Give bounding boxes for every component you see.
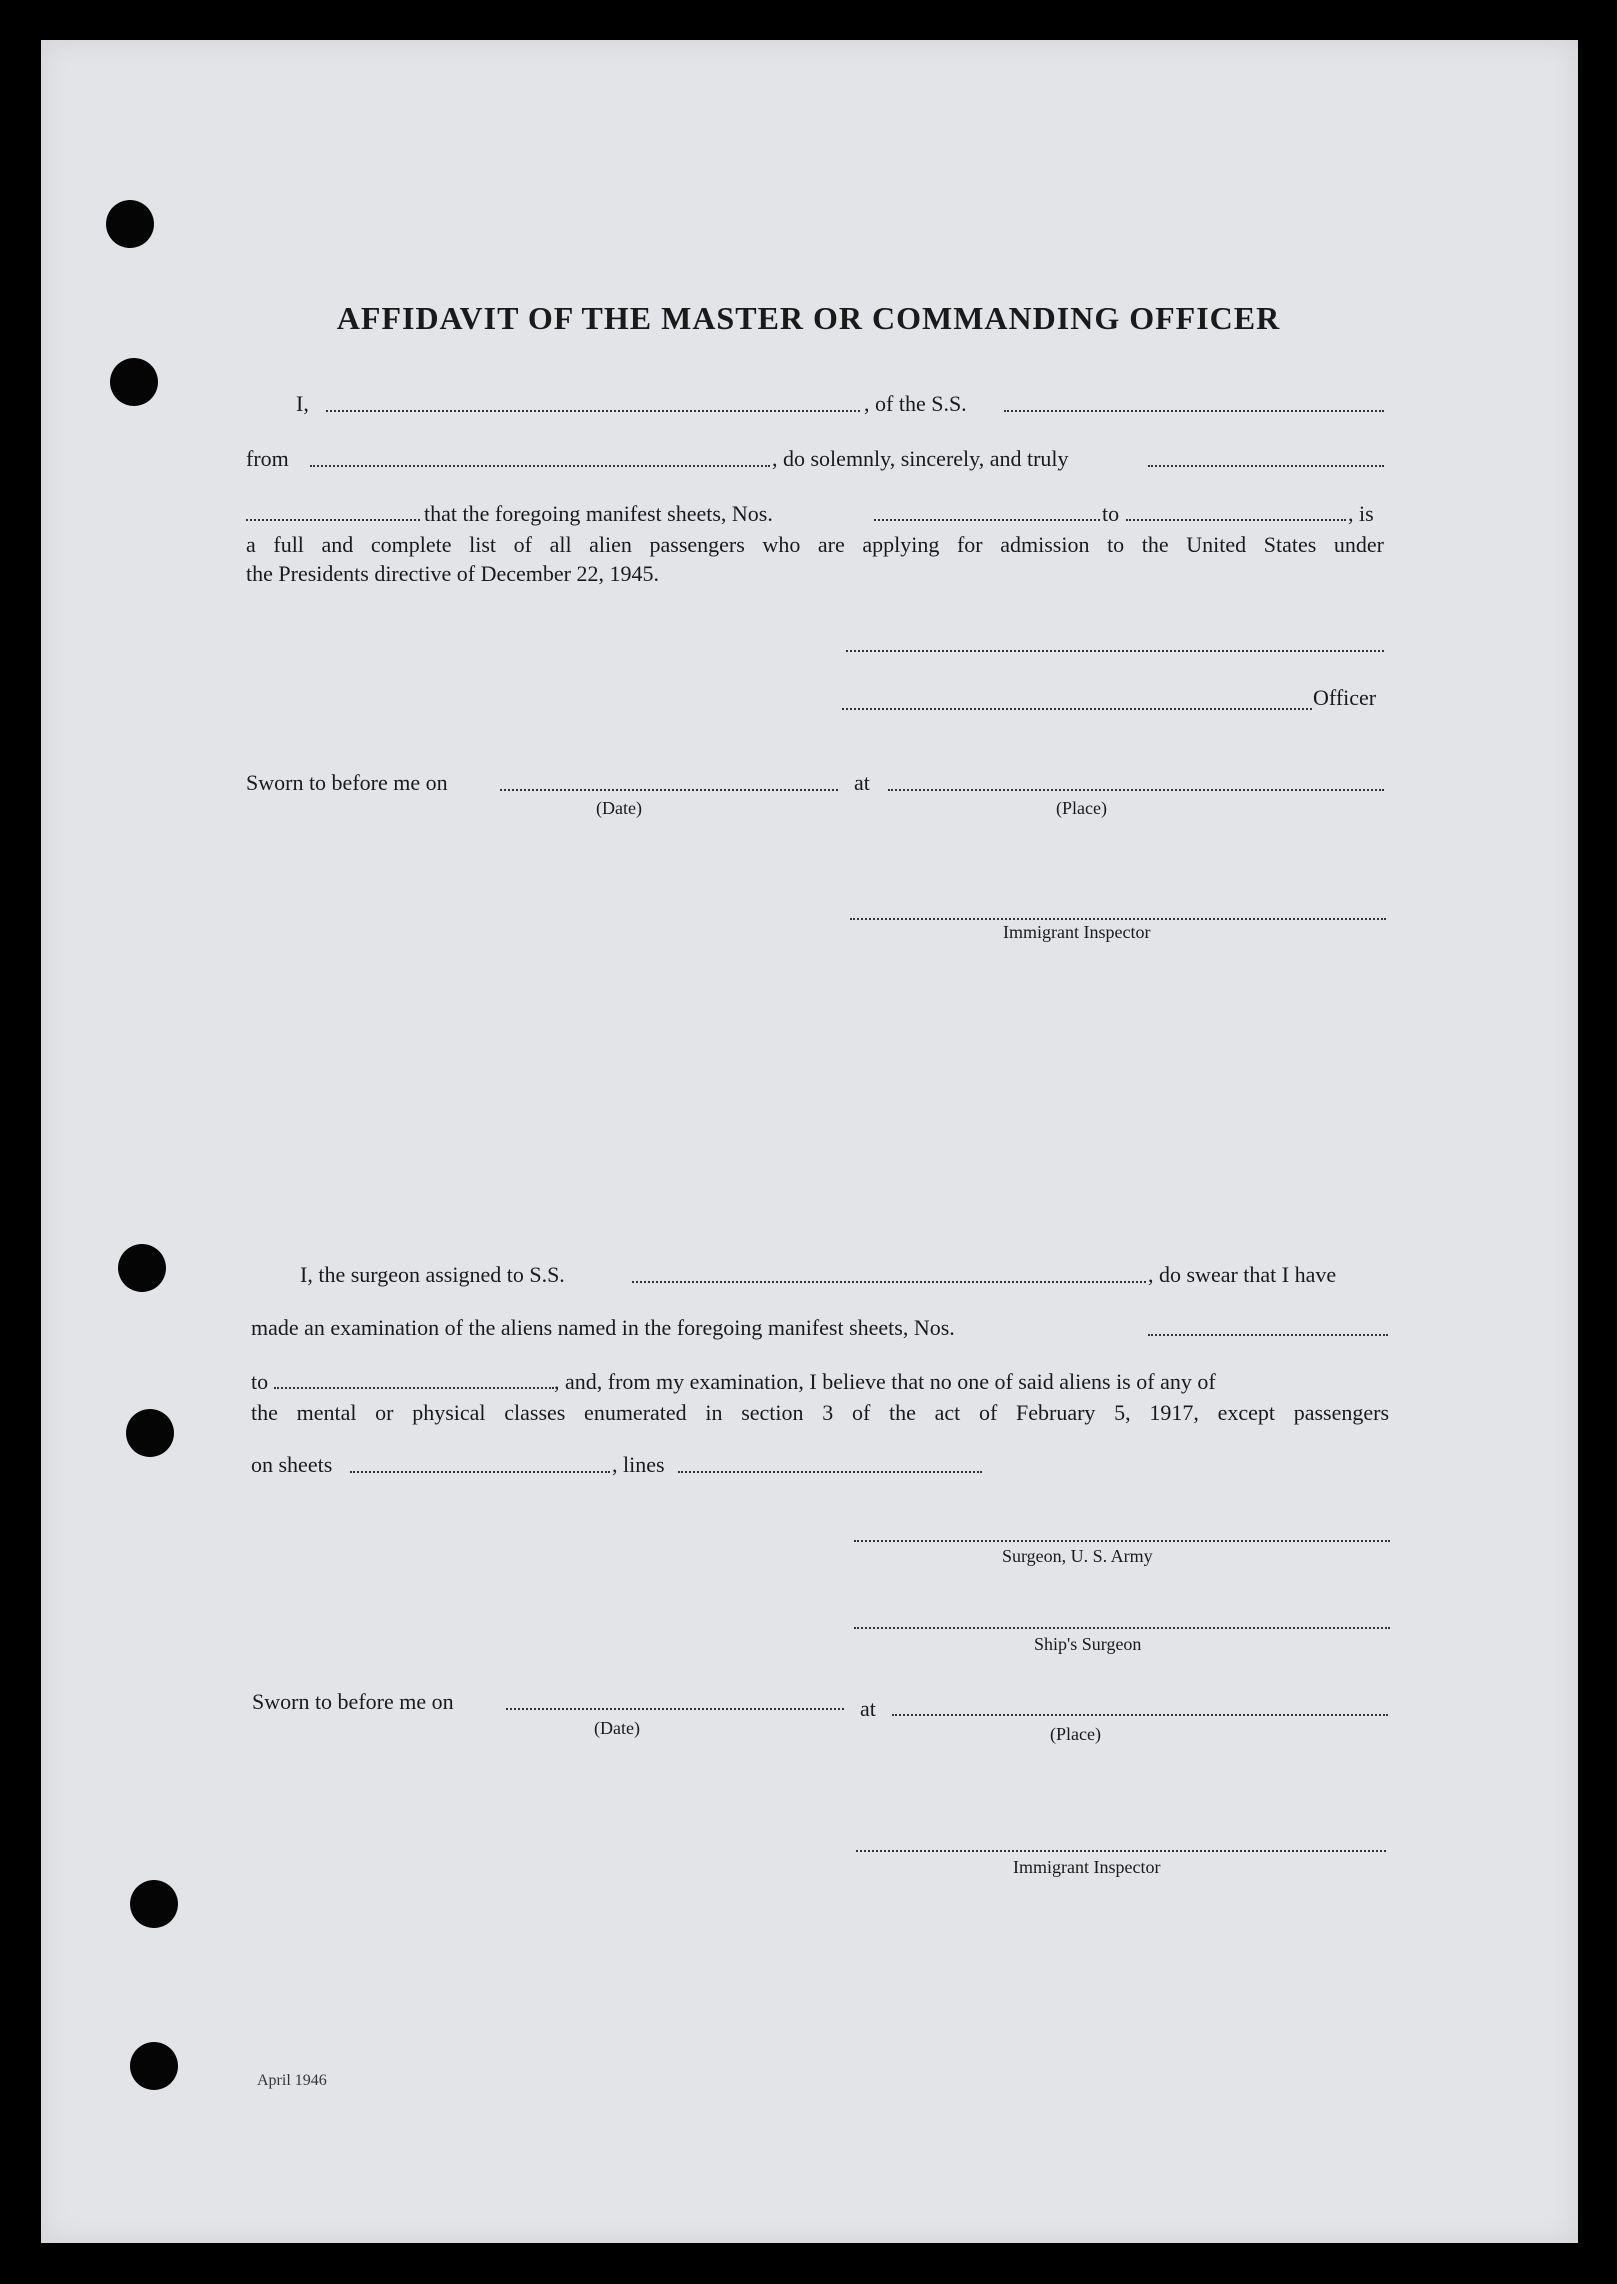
master-inspector-label: Immigrant Inspector <box>1003 922 1151 942</box>
punch-hole <box>118 1244 166 1292</box>
ship-surgeon-signature-line[interactable] <box>854 1627 1390 1629</box>
army-surgeon-signature-line[interactable] <box>854 1540 1390 1542</box>
master-sworn-label: Sworn to before me on <box>246 770 448 795</box>
surgeon-place-caption: (Place) <box>1050 1724 1101 1744</box>
surgeon-sheets-label: on sheets <box>251 1452 333 1477</box>
surgeon-date-caption: (Date) <box>594 1718 640 1738</box>
surgeon-examination-text: made an examination of the aliens named in the foregoing manifest sheets, Nos. <box>251 1315 955 1340</box>
master-from-label: from <box>246 446 289 471</box>
master-name-field[interactable] <box>326 410 860 412</box>
surgeon-lines-field[interactable] <box>678 1471 982 1473</box>
master-ship-label: , of the S.S. <box>864 391 967 416</box>
surgeon-sworn-date-field[interactable] <box>506 1708 844 1710</box>
surgeon-ship-field[interactable] <box>632 1281 1146 1283</box>
surgeon-lines-label: , lines <box>612 1452 665 1477</box>
master-place-caption: (Place) <box>1056 798 1107 818</box>
surgeon-assigned-text: I, the surgeon assigned to S.S. <box>300 1262 565 1287</box>
master-i-label: I, <box>296 391 309 416</box>
form-date-footer: April 1946 <box>257 2072 327 2089</box>
surgeon-nos-from-field[interactable] <box>1148 1334 1388 1336</box>
surgeon-sworn-label: Sworn to before me on <box>252 1689 454 1714</box>
master-oath-field[interactable] <box>246 519 420 521</box>
punch-hole <box>126 1409 174 1457</box>
master-solemnly-text: , do solemnly, sincerely, and truly <box>772 446 1069 471</box>
master-ship-field[interactable] <box>1004 410 1384 412</box>
punch-hole <box>106 200 154 248</box>
punch-hole <box>110 358 158 406</box>
master-statement-line1: a full and complete list of all alien passengers who are applying for admission to the United States under <box>246 532 1384 557</box>
master-manifest-text: that the foregoing manifest sheets, Nos. <box>424 501 773 526</box>
master-nos-from-field[interactable] <box>874 519 1100 521</box>
officer-label: Officer <box>1313 685 1377 710</box>
master-sworn-place-field[interactable] <box>888 789 1384 791</box>
surgeon-inspector-signature-line[interactable] <box>856 1850 1386 1852</box>
officer-signature-line[interactable] <box>842 708 1312 710</box>
army-surgeon-label: Surgeon, U. S. Army <box>1002 1546 1153 1566</box>
master-truly-field[interactable] <box>1148 465 1384 467</box>
punch-hole <box>130 1880 178 1928</box>
ship-surgeon-label: Ship's Surgeon <box>1034 1634 1142 1654</box>
surgeon-swear-text: , do swear that I have <box>1148 1262 1337 1287</box>
surgeon-sworn-place-field[interactable] <box>892 1714 1388 1716</box>
master-at-label: at <box>854 770 870 795</box>
surgeon-classes-text: the mental or physical classes enumerated in section 3 of the act of February 5, 1917, except passengers <box>251 1400 1389 1425</box>
punch-hole <box>130 2042 178 2090</box>
page-title: AFFIDAVIT OF THE MASTER OR COMMANDING OFFICER <box>336 300 1281 336</box>
master-from-field[interactable] <box>310 465 770 467</box>
master-to-label: to <box>1102 501 1120 526</box>
master-sworn-date-field[interactable] <box>500 789 838 791</box>
master-date-caption: (Date) <box>596 798 642 818</box>
surgeon-to-label: to <box>251 1369 269 1394</box>
surgeon-at-label: at <box>860 1696 876 1721</box>
master-is-label: , is <box>1348 501 1374 526</box>
master-inspector-signature-line[interactable] <box>850 918 1386 920</box>
master-signature-line[interactable] <box>846 650 1384 652</box>
surgeon-sheets-field[interactable] <box>350 1471 610 1473</box>
surgeon-nos-to-field[interactable] <box>274 1387 554 1389</box>
master-statement-line2: the Presidents directive of December 22, 1945. <box>246 561 659 586</box>
master-nos-to-field[interactable] <box>1126 519 1346 521</box>
form-paper <box>41 40 1578 2243</box>
surgeon-inspector-label: Immigrant Inspector <box>1013 1857 1161 1877</box>
surgeon-belief-text: , and, from my examination, I believe that no one of said aliens is of any of <box>554 1369 1216 1394</box>
